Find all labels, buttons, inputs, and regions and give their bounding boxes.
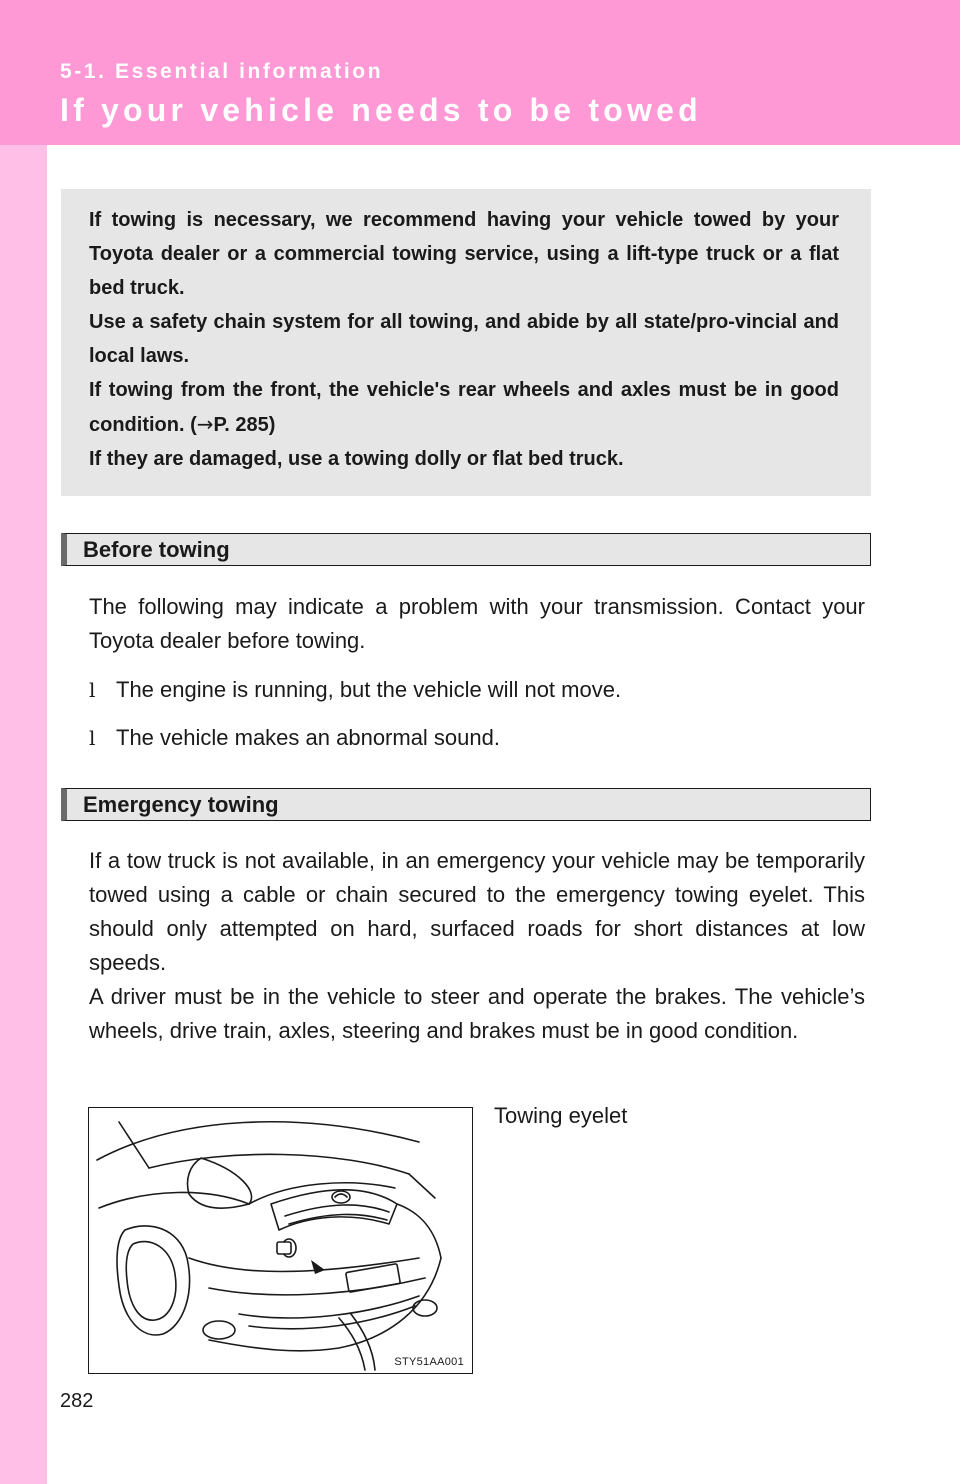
- page-number: 282: [60, 1390, 94, 1412]
- section-label: 5-1. Essential information: [60, 60, 384, 83]
- towing-eyelet-label: Towing eyelet: [494, 1103, 628, 1128]
- emergency-towing-heading: [61, 788, 871, 821]
- before-towing-heading-text: Before towing: [83, 537, 230, 562]
- list-item: [89, 721, 500, 755]
- figure-code: STY51AA001: [394, 1356, 464, 1368]
- car-front-drawing: [89, 1108, 471, 1372]
- intro-line-4: If they are damaged, use a towing dolly or flat bed truck.: [89, 448, 624, 470]
- list-item: [89, 673, 621, 707]
- bullet-icon: l: [89, 678, 96, 702]
- emergency-towing-paragraph-2: A driver must be in the vehicle to steer and operate the brakes. The vehicle’s wheels, drive train, axles, steering and brakes must be in good condition.: [89, 984, 865, 1043]
- intro-line-2: Use a safety chain system for all towing, and abide by all state/pro-vincial and local laws.: [89, 311, 839, 367]
- emergency-towing-heading-text: Emergency towing: [83, 792, 279, 817]
- header-band: [0, 0, 960, 145]
- intro-box: [61, 189, 871, 496]
- left-margin-band: [0, 0, 47, 1484]
- page-reference-link[interactable]: P. 285): [213, 414, 276, 436]
- intro-line-3-text: If towing from the front, the vehicle's rear wheels and axles must be in good condition. (: [89, 379, 839, 436]
- list-item-text: The vehicle makes an abnormal sound.: [116, 725, 500, 750]
- before-towing-body: The following may indicate a problem with your transmission. Contact your Toyota dealer before towing.: [89, 594, 865, 653]
- list-item-text: The engine is running, but the vehicle will not move.: [116, 677, 622, 702]
- before-towing-heading: [61, 533, 871, 566]
- page-title: If your vehicle needs to be towed: [60, 92, 702, 128]
- arrow-right-icon: →: [196, 412, 214, 436]
- towing-eyelet-illustration: [88, 1107, 473, 1374]
- intro-line-1: If towing is necessary, we recommend having your vehicle towed by your Toyota dealer or a commercial towing service, using a lift-type truck or a flat bed truck.: [89, 209, 839, 299]
- emergency-towing-paragraph-1: If a tow truck is not available, in an emergency your vehicle may be temporarily towed using a cable or chain secured to the emergency towing eyelet. This should only attempted on hard, surfaced roads for short distances at low speeds.: [89, 848, 865, 975]
- intro-line-3: [89, 373, 839, 442]
- bullet-icon: l: [89, 726, 96, 750]
